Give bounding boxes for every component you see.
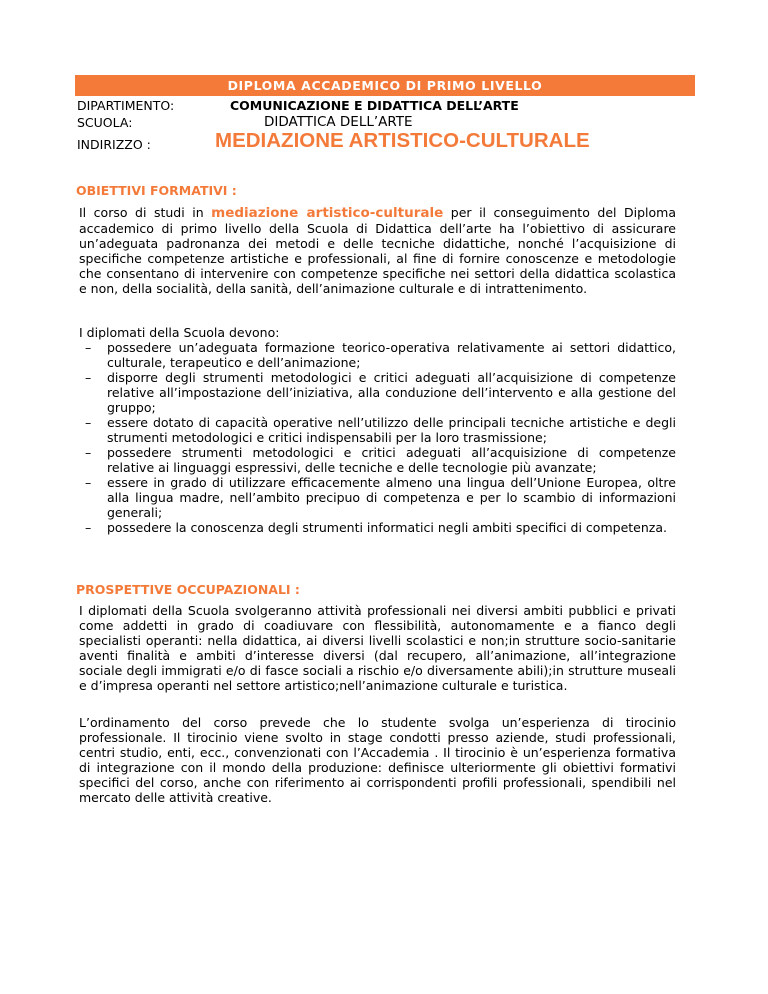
track-label: INDIRIZZO : [77,137,151,152]
dash-marker: – [85,520,92,535]
objectives-list [79,340,676,535]
department-value: COMUNICAZIONE E DIDATTICA DELL’ARTE [230,98,519,113]
intro-before: Il corso di studi in [79,205,212,220]
list-item-text: essere dotato di capacità operative nell’utilizzo delle principali tecniche artistiche e degli strumenti metodologici e critici indispensabili per la loro trasmissione; [107,415,676,445]
dash-marker: – [85,445,92,460]
list-item [79,340,676,370]
list-item [79,520,676,535]
dash-marker: – [85,415,92,430]
school-label: SCUOLA: [77,115,133,130]
department-label: DIPARTIMENTO: [77,98,175,113]
list-item [79,445,676,475]
dash-marker: – [85,370,92,385]
list-item [79,370,676,415]
dash-marker: – [85,340,92,355]
objectives-title: OBIETTIVI FORMATIVI : [76,183,237,198]
list-item-text: disporre degli strumenti metodologici e critici adeguati all’acquisizione di competenze relative all’impostazione dell’iniziativa, alla conduzione dell’intervento e alla gestione del gruppo; [107,370,676,415]
careers-paragraph-2: L’ordinamento del corso prevede che lo studente svolga un’esperienza di tirocinio professionale. Il tirocinio viene svolto in stage condotti presso aziende, studi professionali, centri studio, enti, ecc., convenzionati con l’Accademia . Il tirocinio è un’esperienza formativa di integrazione con il mondo della produzione: definisce ulteriormente gli obiettivi formativi specifici del corso, anche con riferimento ai corrispondenti profili professionali, spendibili nel mercato delle attività creative. [79,715,676,805]
diploma-banner: DIPLOMA ACCADEMICO DI PRIMO LIVELLO [75,75,695,96]
list-item-text: possedere strumenti metodologici e critici adeguati all’acquisizione di competenze relative ai linguaggi espressivi, delle tecniche e delle tecnologie più avanzate; [107,445,676,475]
careers-title: PROSPETTIVE OCCUPAZIONALI : [76,582,300,597]
list-item-text: possedere un’adeguata formazione teorico-operativa relativamente ai settori didattico, culturale, terapeutico e dell’animazione; [107,340,676,370]
intro-after: per il conseguimento del Diploma accademico di primo livello della Scuola di Didattica dell’arte ha l’obiettivo di assicurare un’adeguata padronanza dei metodi e delle tecniche didattiche, nonché l’acquisizione di specifiche competenze artistiche e professionali, al fine di fornire conoscenze e metodologie che consentano di intervenire con competenze specifiche nei settori della didattica scolastica e non, della socialità, della sanità, dell’animazione culturale e di intrattenimento. [79,205,676,296]
list-item [79,475,676,520]
list-item-text: essere in grado di utilizzare efficacemente almeno una lingua dell’Unione Europea, oltre alla lingua madre, nell’ambito precipuo di competenza e per lo scambio di informazioni generali; [107,475,676,520]
track-value: MEDIAZIONE ARTISTICO-CULTURALE [215,129,590,152]
objectives-intro [79,205,676,296]
dash-marker: – [85,475,92,490]
careers-paragraph-1: I diplomati della Scuola svolgeranno attività professionali nei diversi ambiti pubblici e privati come addetti in grado di coadiuvare con flessibilità, autonomamente e a fianco degli specialisti operanti: nella didattica, ai diversi livelli scolastici e non;in strutture socio-sanitarie aventi finalità e ambiti d’interesse diversi (dal recupero, all’animazione, all’integrazione sociale degli immigrati e/o di fasce sociali a rischio e/o diversamente abili);in strutture museali e d’impresa operanti nel settore artistico;nell’animazione culturale e turistica. [79,603,676,693]
program-name-highlight: mediazione artistico-culturale [211,205,444,221]
list-item-text: possedere la conoscenza degli strumenti informatici negli ambiti specifici di competenza. [107,520,667,535]
school-value: DIDATTICA DELL’ARTE [264,114,413,130]
graduates-lead: I diplomati della Scuola devono: [79,325,280,340]
list-item [79,415,676,445]
